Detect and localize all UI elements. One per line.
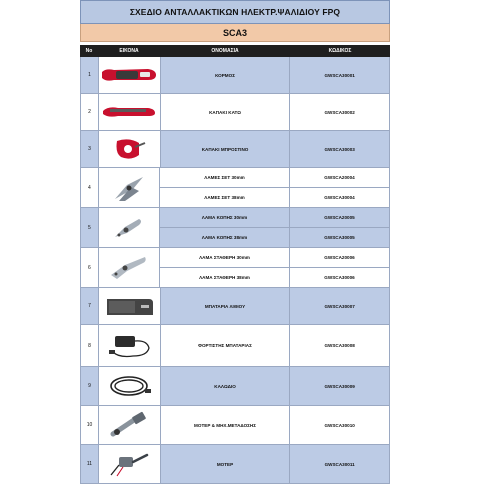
- part-image: [99, 57, 161, 93]
- part-name: ΛΑΜΕΣ ΣΕΤ 38mm: [160, 188, 290, 207]
- part-code: GWSCA30002: [290, 94, 390, 130]
- part-name: ΛΑΜΑ ΣΤΑΘΕΡΗ 30mm: [160, 248, 290, 267]
- table-row: [80, 367, 390, 406]
- row-number: 2: [81, 94, 99, 130]
- part-code: GWSCA30005: [290, 228, 390, 247]
- part-name: ΚΑΛΩΔΙΟ: [161, 367, 291, 405]
- table-row: [80, 131, 390, 168]
- table-header: [80, 45, 390, 57]
- variant-row: [160, 208, 390, 228]
- red-front-cover-icon: [109, 135, 149, 163]
- part-image: [99, 168, 160, 207]
- sheet-title: ΣΧΕΔΙΟ ΑΝΤΑΛΛΑΚΤΙΚΩΝ ΗΛΕΚΤΡ.ΨΑΛΙΔΙΟΥ FPQ: [80, 0, 390, 24]
- part-code: GWSCA30008: [290, 325, 390, 366]
- part-name: ΛΑΜΕΣ ΣΕΤ 30mm: [160, 168, 290, 187]
- parts-sheet: [80, 0, 390, 484]
- part-variants: [160, 248, 390, 287]
- part-image: [99, 406, 161, 444]
- table-row: [80, 288, 390, 325]
- part-image: [99, 131, 161, 167]
- part-code: GWSCA30007: [290, 288, 390, 324]
- part-code: GWSCA30001: [290, 57, 390, 93]
- header-no: No: [85, 48, 93, 54]
- part-code: GWSCA20005: [290, 208, 390, 227]
- row-number: 8: [81, 325, 99, 366]
- part-image: [99, 325, 161, 366]
- variant-row: [160, 268, 390, 287]
- part-name: ΛΑΜΑ ΣΤΑΘΕΡΗ 38mm: [160, 268, 290, 287]
- table-row: [80, 325, 390, 367]
- row-number: 4: [81, 168, 99, 207]
- battery-charger-icon: [103, 330, 155, 362]
- header-image: ΕΙΚΟΝΑ: [119, 48, 139, 54]
- cable-icon: [103, 371, 155, 401]
- part-name: ΜΟΤΕΡ: [161, 445, 291, 483]
- part-image: [99, 288, 161, 324]
- row-number: 11: [81, 445, 99, 483]
- table-row: [80, 57, 390, 94]
- part-code: GWSCA20006: [290, 248, 390, 267]
- row-number: 1: [81, 57, 99, 93]
- part-code: GWSCA30010: [290, 406, 390, 444]
- red-body-housing-icon: [100, 64, 158, 86]
- header-code: ΚΩΔΙΚΟΣ: [328, 48, 352, 54]
- row-number: 5: [81, 208, 99, 247]
- variant-row: [160, 248, 390, 268]
- variant-row: [160, 228, 390, 247]
- cutting-blade-icon: [109, 213, 149, 243]
- table-row: [80, 445, 390, 484]
- part-code: GWSCA30006: [290, 268, 390, 287]
- part-name: ΛΑΜΑ ΚΟΠΗΣ 38mm: [160, 228, 290, 247]
- red-bottom-cover-icon: [100, 101, 158, 123]
- row-number: 3: [81, 131, 99, 167]
- part-image: [99, 94, 161, 130]
- row-number: 6: [81, 248, 99, 287]
- row-number: 10: [81, 406, 99, 444]
- part-name: ΦΟΡΤΙΣΤΗΣ ΜΠΑΤΑΡΙΑΣ: [161, 325, 291, 366]
- part-image: [99, 248, 160, 287]
- blade-set-icon: [109, 173, 149, 203]
- model-label: SCA3: [80, 24, 390, 42]
- variant-row: [160, 188, 390, 207]
- part-name: ΚΑΠΑΚΙ ΚΑΤΩ: [161, 94, 291, 130]
- row-number: 7: [81, 288, 99, 324]
- part-variants: [160, 208, 390, 247]
- part-code: GWSCA30003: [290, 131, 390, 167]
- table-row: [80, 406, 390, 445]
- motor-gear-icon: [103, 410, 155, 440]
- part-image: [99, 445, 161, 483]
- motor-icon: [103, 449, 155, 479]
- part-name: ΜΠΑΤΑΡΙΑ ΛΙΘΙΟΥ: [161, 288, 291, 324]
- part-name: ΚΟΡΜΟΣ: [161, 57, 291, 93]
- battery-icon: [103, 293, 155, 319]
- part-variants: [160, 168, 390, 207]
- part-image: [99, 208, 160, 247]
- table-row: [80, 168, 390, 208]
- part-name: ΚΑΠΑΚΙ ΜΠΡΟΣΤΙΝΟ: [161, 131, 291, 167]
- part-image: [99, 367, 161, 405]
- row-number: 9: [81, 367, 99, 405]
- table-row: [80, 208, 390, 248]
- header-name: ΟΝΟΜΑΣΙΑ: [211, 48, 239, 54]
- part-code: GWSCA30009: [290, 367, 390, 405]
- part-name: ΜΟΤΕΡ & ΜΗΧ.ΜΕΤΑΔΟΣΗΣ: [161, 406, 291, 444]
- part-code: GWSCA30011: [290, 445, 390, 483]
- table-row: [80, 94, 390, 131]
- table-row: [80, 248, 390, 288]
- part-code: GWSCA30004: [290, 188, 390, 207]
- fixed-blade-icon: [107, 253, 151, 283]
- part-name: ΛΑΜΑ ΚΟΠΗΣ 30mm: [160, 208, 290, 227]
- variant-row: [160, 168, 390, 188]
- part-code: GWSCA20004: [290, 168, 390, 187]
